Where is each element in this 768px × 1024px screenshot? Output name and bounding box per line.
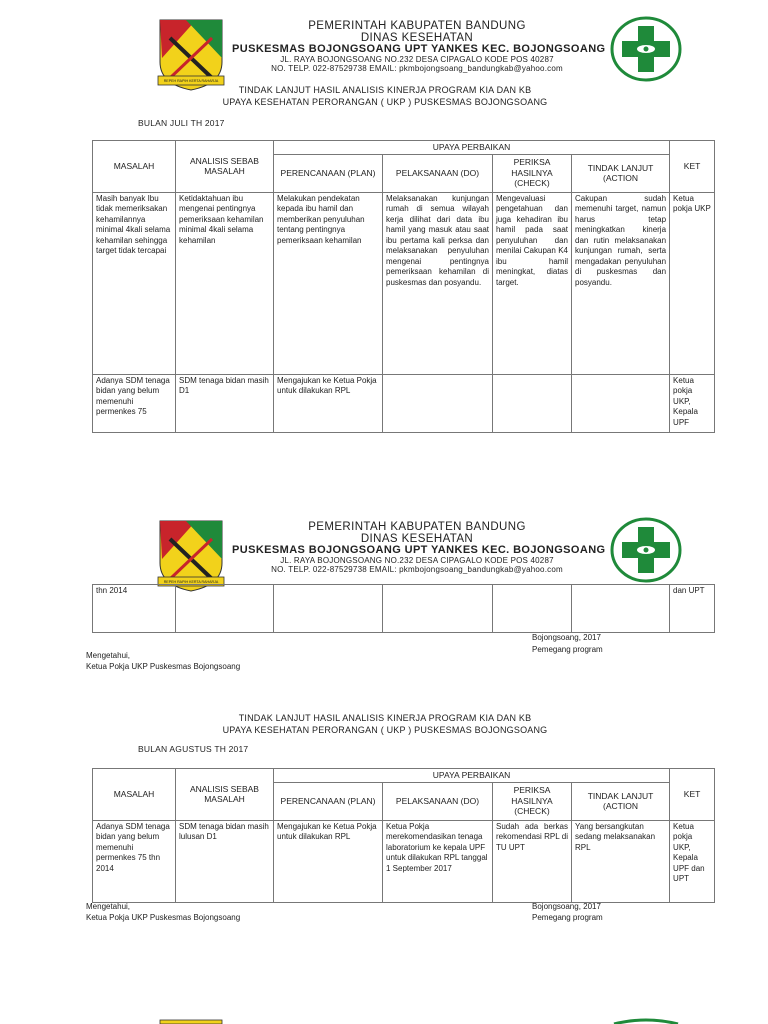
cell-plan: [274, 585, 383, 633]
report-title-line-2: UPAYA KESEHATAN PERORANGAN ( UKP ) PUSKESMAS BOJONGSOANG: [222, 97, 548, 107]
cell-do: [383, 374, 493, 432]
approver-role: Ketua Pokja UKP Puskesmas Bojongsoang: [86, 662, 241, 671]
col-analisis-header: ANALISIS SEBAB MASALAH: [176, 141, 274, 193]
month-label: BULAN AGUSTUS TH 2017: [138, 744, 249, 754]
cell-ket: dan UPT: [670, 585, 715, 633]
report-title: [100, 712, 670, 736]
col-plan-header: PERENCANAAN (PLAN): [274, 154, 383, 192]
analysis-table-continued: [92, 584, 715, 633]
letterhead-line-1: PEMERINTAH KABUPATEN BANDUNG: [308, 20, 526, 32]
cell-do: Ketua Pokja merekomendasikan tenaga laboratorium ke kepala UPF untuk dilakukan RPL tanggal 1 September 2017: [383, 820, 493, 902]
program-holder-label: Pemegang program: [532, 645, 603, 654]
emblem-motto: REPEH RAPIH KERTA RAHARJA: [163, 79, 219, 83]
col-upaya-header: UPAYA PERBAIKAN: [274, 141, 670, 155]
cell-analisis: Ketidaktahuan ibu mengenai pentingnya pemeriksaan kehamilan minimal 4kali selama kehamilan: [176, 192, 274, 374]
month-label: BULAN JULI TH 2017: [138, 118, 225, 128]
col-check-header: PERIKSA HASILNYA (CHECK): [493, 154, 572, 192]
cell-masalah: Adanya SDM tenaga bidan yang belum memenuhi permenkes 75 thn 2014: [93, 820, 176, 902]
analysis-table: [92, 140, 715, 433]
cell-analisis: SDM tenaga bidan masih lulusan D1: [176, 820, 274, 902]
table-row: [93, 374, 715, 432]
place-date: Bojongsoang, 2017: [532, 633, 601, 642]
cell-masalah: thn 2014: [93, 585, 176, 633]
acknowledged-label: Mengetahui,: [86, 902, 131, 911]
col-upaya-header: UPAYA PERBAIKAN: [274, 769, 670, 783]
table-row: [93, 820, 715, 902]
analysis-table: [92, 768, 715, 903]
letterhead-line-1: PEMERINTAH KABUPATEN BANDUNG: [308, 521, 526, 533]
letterhead-line-2: DINAS KESEHATAN: [360, 32, 474, 44]
place-date: Bojongsoang, 2017: [532, 902, 601, 911]
col-analisis-header: ANALISIS SEBAB MASALAH: [176, 769, 274, 821]
letterhead-address: JL. RAYA BOJONGSOANG NO.232 DESA CIPAGALO KODE POS 40287: [280, 55, 554, 64]
next-page-letterhead: [152, 1018, 686, 1024]
approver-role: Ketua Pokja UKP Puskesmas Bojongsoang: [86, 913, 241, 922]
cell-action: Cakupan sudah memenuhi target, namun harus tetap meningkatkan kinerja dan rutin melaksanakan kunjungan rumah, serta mengadakan penyuluhan di puskesmas dan posyandu.: [572, 192, 670, 374]
letterhead-line-2: DINAS KESEHATAN: [360, 533, 474, 545]
emblem-motto: REPEH RAPIH KERTA RAHARJA: [163, 580, 219, 584]
col-masalah-header: MASALAH: [93, 769, 176, 821]
letterhead-contact: NO. TELP. 022-87529738 EMAIL: pkmbojongsoang_bandungkab@yahoo.com: [271, 565, 563, 574]
puskesmas-cross-icon: [610, 1018, 682, 1024]
kabupaten-bandung-emblem-icon: [156, 1018, 226, 1024]
letterhead-line-3: PUSKESMAS BOJONGSOANG UPT YANKES KEC. BOJONGSOANG: [232, 43, 606, 55]
cell-action: [572, 374, 670, 432]
cell-masalah: Adanya SDM tenaga bidan yang belum memenuhi permenkes 75: [93, 374, 176, 432]
cell-plan: Mengajukan ke Ketua Pokja untuk dilakukan RPL: [274, 820, 383, 902]
col-ket-header: KET: [670, 769, 715, 821]
cell-do: [383, 585, 493, 633]
report-title: [100, 84, 670, 108]
col-ket-header: KET: [670, 141, 715, 193]
table-row: [93, 585, 715, 633]
col-plan-header: PERENCANAAN (PLAN): [274, 782, 383, 820]
cell-masalah: Masih banyak Ibu tidak memeriksakan kehamilannya minimal 4kali selama kehamilan sehingga target tidak tercapai: [93, 192, 176, 374]
cell-ket: Ketua pokja UKP, Kepala UPF dan UPT: [670, 820, 715, 902]
cell-plan: Melakukan pendekatan kepada ibu hamil dan memberikan penyuluhan tentang pentingnya pemeriksaan kehamilan: [274, 192, 383, 374]
cell-ket: Ketua pokja UKP: [670, 192, 715, 374]
col-action-header: TINDAK LANJUT (ACTION: [572, 154, 670, 192]
cell-check: [493, 585, 572, 633]
report-title-line-1: TINDAK LANJUT HASIL ANALISIS KINERJA PROGRAM KIA DAN KB: [238, 85, 532, 95]
letterhead-line-3: PUSKESMAS BOJONGSOANG UPT YANKES KEC. BOJONGSOANG: [232, 544, 606, 556]
cell-analisis: [176, 585, 274, 633]
col-masalah-header: MASALAH: [93, 141, 176, 193]
cell-action: Yang bersangkutan sedang melaksanakan RPL: [572, 820, 670, 902]
puskesmas-cross-icon: [610, 16, 682, 82]
cell-check: Mengevaluasi pengetahuan dan juga kehadiran ibu hamil pada saat penyuluhan dan menilai Cakupan K4 ibu hamil meningkat, diatas target.: [493, 192, 572, 374]
cell-analisis: SDM tenaga bidan masih D1: [176, 374, 274, 432]
table-row: [93, 192, 715, 374]
cell-check: Sudah ada berkas rekomendasi RPL di TU UPT: [493, 820, 572, 902]
cell-check: [493, 374, 572, 432]
cell-ket: Ketua pokja UKP, Kepala UPF: [670, 374, 715, 432]
col-check-header: PERIKSA HASILNYA (CHECK): [493, 782, 572, 820]
report-title-line-2: UPAYA KESEHATAN PERORANGAN ( UKP ) PUSKESMAS BOJONGSOANG: [222, 725, 548, 735]
letterhead-contact: NO. TELP. 022-87529738 EMAIL: pkmbojongsoang_bandungkab@yahoo.com: [271, 64, 563, 73]
cell-plan: Mengajukan ke Ketua Pokja untuk dilakukan RPL: [274, 374, 383, 432]
program-holder-label: Pemegang program: [532, 913, 603, 922]
puskesmas-cross-icon: [610, 517, 682, 583]
col-action-header: TINDAK LANJUT (ACTION: [572, 782, 670, 820]
acknowledged-label: Mengetahui,: [86, 651, 131, 660]
col-do-header: PELAKSANAAN (DO): [383, 154, 493, 192]
cell-action: [572, 585, 670, 633]
col-do-header: PELAKSANAAN (DO): [383, 782, 493, 820]
report-title-line-1: TINDAK LANJUT HASIL ANALISIS KINERJA PROGRAM KIA DAN KB: [238, 713, 532, 723]
cell-do: Melaksanakan kunjungan rumah di semua wilayah kerja dilihat dari data ibu hamil yang masuk atau saat ibu pertama kali perksa dan melaksanakan penyuluhan mengenai pentingnya pemeriksaan kehamilan di puskesmas dan posyandu.: [383, 192, 493, 374]
letterhead-address: JL. RAYA BOJONGSOANG NO.232 DESA CIPAGALO KODE POS 40287: [280, 556, 554, 565]
